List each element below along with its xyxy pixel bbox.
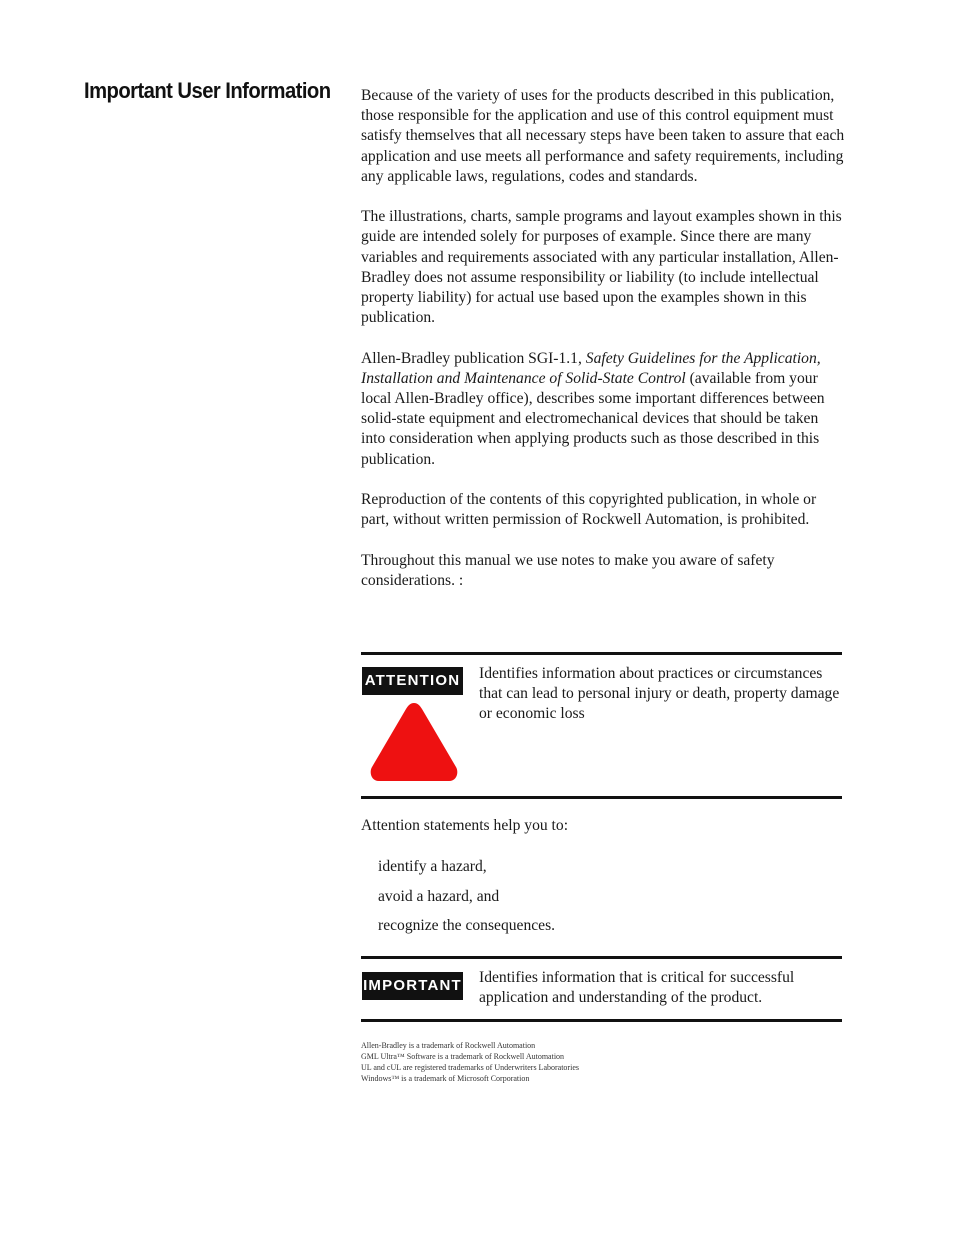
attention-badge: ATTENTION — [362, 667, 463, 695]
publication-title: Safety Guidelines for the Application, Installation and Maintenance of Solid-State Control — [361, 349, 821, 387]
paragraph-notes-intro: Throughout this manual we use notes to make you aware of safety considerations. : — [361, 551, 775, 589]
trademark-line: Windows™ is a trademark of Microsoft Corporation — [361, 1074, 530, 1083]
page-title: Important User Information — [84, 78, 331, 103]
body-text — [361, 86, 845, 611]
list-item: avoid a hazard, and — [378, 887, 500, 905]
trademark-line: GML Ultra™ Software is a trademark of Rockwell Automation — [361, 1052, 565, 1061]
attention-notice — [361, 652, 842, 799]
important-badge: IMPORTANT — [362, 972, 463, 1000]
trademark-line: UL and cUL are registered trademarks of Underwriters Laboratories — [361, 1063, 579, 1072]
warning-triangle-icon — [369, 701, 459, 783]
paragraph-illustrations: The illustrations, charts, sample programs and layout examples shown in this guide are intended solely for purposes of example. Since there are many variables and requirements associated with any particular installation, Allen-Bradley does not assume responsibility or liability (to include intellectual property liability) for actual use based upon the examples shown in this publication. — [361, 208, 842, 327]
paragraph-safety-guidelines-rest: (available from your local Allen-Bradley office), describes some important differences between solid-state equipment and electromechanical devices that should be taken into consideration when applying products such as those described in this publication. — [361, 369, 825, 468]
paragraph-safety-guidelines — [361, 349, 845, 470]
paragraph-safety-guidelines-lead: Allen-Bradley publication SGI-1.1, — [361, 349, 586, 367]
paragraph-variety-of-uses: Because of the variety of uses for the products described in this publication, those responsible for the application and use of this control equipment must satisfy themselves that all necessary steps have been taken to assure that each application and use meets all performance and safety requirements, including any applicable laws, regulations, codes and standards. — [361, 87, 845, 185]
important-notice — [361, 956, 842, 1022]
list-item: recognize the consequences. — [378, 917, 556, 934]
important-text: Identifies information that is critical for successful application and understanding of the product. — [479, 969, 795, 1007]
trademark-notices — [361, 1040, 579, 1084]
paragraph-reproduction: Reproduction of the contents of this copyrighted publication, in whole or part, without written permission of Rockwell Automation, is prohibited. — [361, 491, 817, 529]
attention-text: Identifies information about practices or circumstances that can lead to personal injury or death, property damage or economic loss — [479, 665, 840, 723]
attention-list — [378, 857, 555, 946]
list-item: identify a hazard, — [378, 858, 487, 875]
attention-list-intro: Attention statements help you to: — [361, 817, 569, 834]
trademark-line: Allen-Bradley is a trademark of Rockwell Automation — [361, 1041, 536, 1050]
